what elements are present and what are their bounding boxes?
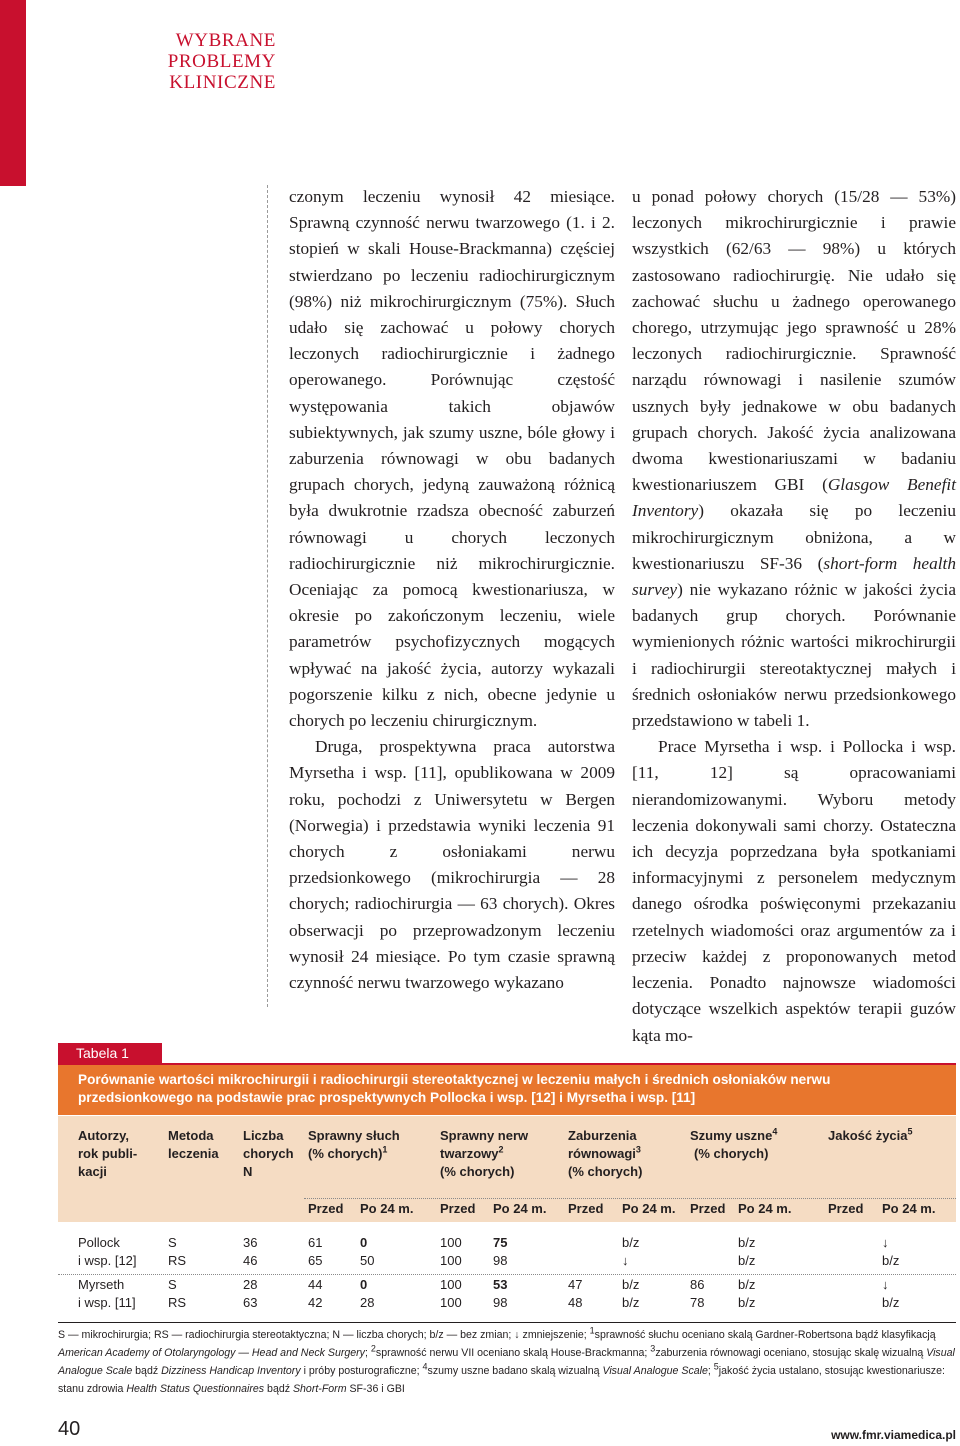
cell-balance-after: b/z bbox=[622, 1295, 640, 1310]
header-divider bbox=[304, 1198, 956, 1199]
cell-hearing-after: 0 bbox=[360, 1235, 368, 1250]
journal-url[interactable]: www.fmr.viamedica.pl bbox=[831, 1428, 956, 1442]
table-bottom-rule bbox=[58, 1322, 956, 1323]
cell-nerve-before: 100 bbox=[440, 1277, 462, 1292]
cell-nerve-after: 98 bbox=[493, 1295, 508, 1310]
cell-tinnitus-after: b/z bbox=[738, 1253, 756, 1268]
cell-author: Pollock bbox=[78, 1235, 120, 1250]
cell-author: Myrseth bbox=[78, 1277, 125, 1292]
header-quality-of-life: Jakość życia$^5$ bbox=[828, 1126, 913, 1143]
header-count: Liczba chorych N bbox=[243, 1128, 294, 1179]
cell-tinnitus-after: b/z bbox=[738, 1277, 756, 1292]
table-label: Tabela 1 bbox=[58, 1043, 162, 1064]
cell-method: RS bbox=[168, 1295, 187, 1310]
cell-method: S bbox=[168, 1277, 177, 1292]
text-column-left bbox=[289, 184, 615, 996]
cell-nerve-after: 75 bbox=[493, 1235, 508, 1250]
cell-method: RS bbox=[168, 1253, 187, 1268]
cell-balance-after: b/z bbox=[622, 1235, 640, 1250]
cell-balance-before: 47 bbox=[568, 1277, 583, 1292]
section-label-line: WYBRANE bbox=[175, 30, 276, 51]
cell-method: S bbox=[168, 1235, 177, 1250]
cell-count: 36 bbox=[243, 1235, 258, 1250]
header-before: Przed bbox=[690, 1201, 726, 1216]
header-authors: Autorzy, rok publi- kacji bbox=[78, 1128, 138, 1179]
header-before: Przed bbox=[568, 1201, 604, 1216]
cell-balance-after: b/z bbox=[622, 1277, 640, 1292]
header-after: Po 24 m. bbox=[738, 1201, 792, 1216]
cell-hearing-before: 61 bbox=[308, 1235, 323, 1250]
cell-hearing-after: 28 bbox=[360, 1295, 375, 1310]
cell-qol-after: b/z bbox=[882, 1295, 900, 1310]
cell-hearing-after: 0 bbox=[360, 1277, 368, 1292]
cell-balance-before: 48 bbox=[568, 1295, 583, 1310]
header-after: Po 24 m. bbox=[493, 1201, 547, 1216]
cell-nerve-after: 98 bbox=[493, 1253, 508, 1268]
cell-tinnitus-before: 86 bbox=[690, 1277, 705, 1292]
header-before: Przed bbox=[828, 1201, 864, 1216]
cell-count: 28 bbox=[243, 1277, 258, 1292]
cell-hearing-after: 50 bbox=[360, 1253, 375, 1268]
page-number: 40 bbox=[58, 1418, 81, 1440]
section-label bbox=[168, 30, 276, 93]
column-divider bbox=[267, 185, 268, 1007]
cell-tinnitus-before: 78 bbox=[690, 1295, 705, 1310]
cell-hearing-before: 42 bbox=[308, 1295, 323, 1310]
paragraph: Druga, prospektywna praca autorstwa Myrsetha i wsp. [11], opublikowana w 2009 roku, pochodzi z Uniwersytetu w Bergen (Norwegia) i przedstawia wyniki leczenia 91 chorych z osłoniakami nerwu przedsionkowego (mikrochirurgia — 28 chorych; radiochirurgia — 63 chorych). Okres obserwacji po przeprowadzonym leczeniu wynosił 24 miesiące. Po tym czasie sprawną czynność nerwu twarzowego wykazano bbox=[289, 737, 615, 993]
section-label-line: PROBLEMY bbox=[167, 51, 276, 72]
section-label-line: KLINICZNE bbox=[169, 72, 276, 93]
cell-count: 63 bbox=[243, 1295, 258, 1310]
cell-count: 46 bbox=[243, 1253, 258, 1268]
table-body bbox=[58, 1222, 956, 1322]
cell-author: i wsp. [12] bbox=[78, 1253, 137, 1268]
section-color-bar bbox=[0, 0, 26, 186]
cell-author: i wsp. [11] bbox=[78, 1295, 136, 1310]
cell-tinnitus-after: b/z bbox=[738, 1235, 756, 1250]
cell-nerve-before: 100 bbox=[440, 1295, 462, 1310]
header-hearing: Sprawny słuch (% chorych)$^1$ bbox=[308, 1128, 400, 1161]
cell-hearing-before: 44 bbox=[308, 1277, 323, 1292]
cell-balance-after: ↓ bbox=[622, 1253, 629, 1268]
header-after: Po 24 m. bbox=[360, 1201, 414, 1216]
table-footnote: S — mikrochirurgia; RS — radiochirurgia stereotaktyczna; N — liczba chorych; b/z — bez zmian; ↓ zmniejszenie; $^1$sprawność słuchu oceniano skalą Gardner-Robertsona bądź klasyfikacją American Academy of Otolaryngology — Head and Neck Surgery; $^2$sprawność nerwu VII oceniano skalą House-Brackmanna; $^3$zaburzenia równowagi oceniano, stosując skalę wizualną Visual Analogue Scale bądź Dizziness Handicap Inventory i próby posturograficzne; $^4$szumy uszne badano skalą wizualną Visual Analogue Scale; $^5$jakość życia ustalano, stosując kwestionariusze: stanu zdrowia Health Status Questionnaires bądź Short-Form SF-36 i GBI bbox=[58, 1325, 955, 1395]
header-after: Po 24 m. bbox=[622, 1201, 676, 1216]
table-header bbox=[58, 1116, 956, 1222]
paragraph: u ponad połowy chorych (15/28 — 53%) leczonych mikrochirurgicznie i prawie wszystkich (62/63 — 98%) u których zastosowano radiochirurgię. Nie udało się zachować słuchu u żadnego operowanego chorego, utrzymując jego sprawność u 28% leczonych radiochirurgicznie. Sprawność narządu równowagi i nasilenie szumów usznych były jednakowe w obu badanych grupach chorych. Jakość życia analizowana dwoma kwestionariuszami w badaniu kwestionariuszem GBI (Glasgow Benefit Inventory) okazała się po leczeniu mikrochirurgicznym obniżona, a w kwestionariuszu SF-36 (short-form health survey) nie wykazano różnic w jakości życia badanych grup chorych. Porównanie wymienionych różnic wartości mikrochirurgii i radiochirurgii stereotaktycznej małych i średnich osłoniaków nerwu przedsionkowego przedstawiono w tabeli 1. bbox=[632, 187, 956, 731]
row-divider bbox=[58, 1274, 956, 1275]
paragraph: czonym leczeniu wynosił 42 miesiące. Sprawną czynność nerwu twarzowego (1. i 2. stopień w skali House-Brackmanna) częściej stwierdzano po leczeniu radiochirurgicznym (98%) niż mikrochirurgicznym (75%). Słuch udało się zachować u połowy chorych leczonych radiochirurgicznie i żadnego operowanego. Porównując częstość występowania takich objawów subiektywnych, jak szumy uszne, bóle głowy i zaburzenia równowagi w obu badanych grupach chorych, jedyną zauważoną różnicą była dwukrotnie rzadsza obecność zaburzeń równowagi u chorych leczonych radiochirurgicznie niż mikrochirurgicznie. Oceniając za pomocą kwestionariusza, w okresie po zakończonym leczeniu, wiele parametrów psychofizycznych mogących wpływać na jakość życia, autorzy wykazali pogorszenie kilku z nich, obecne jedynie u chorych po leczeniu chirurgicznym. bbox=[289, 187, 615, 731]
table-title: Porównanie wartości mikrochirurgii i radiochirurgii stereotaktycznej w leczeniu małych i średnich osłoniaków nerwu przedsionkowego na podstawie prac prospektywnych Pollocka i wsp. [12] i Myrsetha i wsp. [11] bbox=[58, 1065, 956, 1115]
header-balance: Zaburzenia równowagi$^3$ (% chorych) bbox=[568, 1128, 643, 1179]
header-after: Po 24 m. bbox=[882, 1201, 936, 1216]
cell-nerve-before: 100 bbox=[440, 1253, 462, 1268]
cell-qol-after: ↓ bbox=[882, 1235, 889, 1250]
cell-qol-after: ↓ bbox=[882, 1277, 889, 1292]
cell-nerve-after: 53 bbox=[493, 1277, 508, 1292]
header-facial-nerve: Sprawny nerw twarzowy$^2$ (% chorych) bbox=[440, 1128, 529, 1179]
paragraph: Prace Myrsetha i wsp. i Pollocka i wsp. [11, 12] są opracowaniami nierandomizowanymi. Wyboru metody leczenia dokonywali sami chorzy. Ostateczna ich decyzja poprzedzana była spotkaniami informacyjnymi z personelem medycznym danego ośrodka poświęconymi przekazaniu rzetelnych wiadomości oraz argumentów za i przeciw każdej z proponowanych metod leczenia. Ponadto najnowsze wiadomości dotyczące wszelkich aspektów terapii guzów kąta mo- bbox=[632, 737, 956, 1045]
header-method: Metoda leczenia bbox=[168, 1128, 219, 1161]
text-column-right bbox=[632, 184, 956, 1049]
header-before: Przed bbox=[308, 1201, 344, 1216]
cell-qol-after: b/z bbox=[882, 1253, 900, 1268]
header-before: Przed bbox=[440, 1201, 476, 1216]
cell-tinnitus-after: b/z bbox=[738, 1295, 756, 1310]
cell-hearing-before: 65 bbox=[308, 1253, 323, 1268]
header-tinnitus: Szumy uszne$^4$ (% chorych) bbox=[690, 1126, 778, 1161]
cell-nerve-before: 100 bbox=[440, 1235, 462, 1250]
